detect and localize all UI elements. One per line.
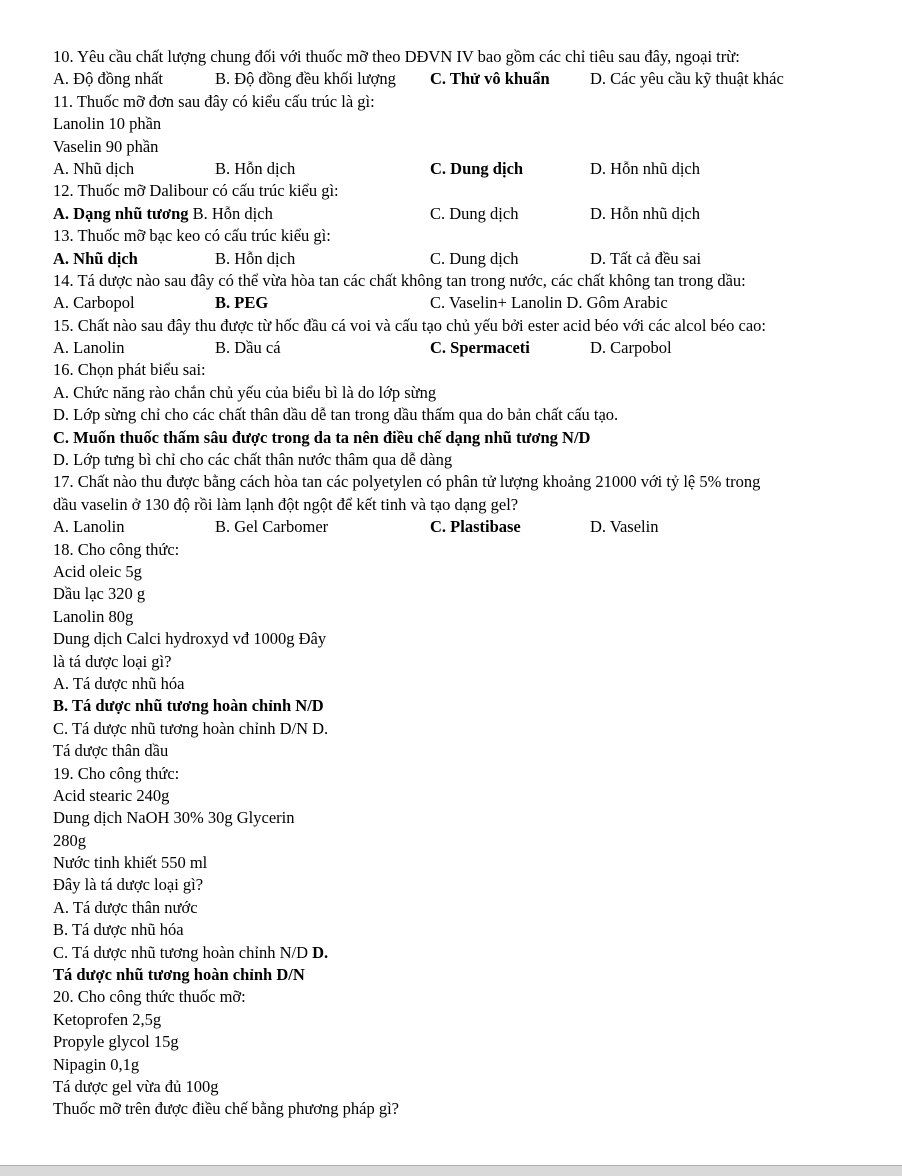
document-line xyxy=(53,382,884,404)
answer-options-row xyxy=(53,337,884,359)
text-segment: A. Carbopol xyxy=(53,293,135,313)
text-segment: A. Tá dược thân nước xyxy=(53,897,198,917)
document-line xyxy=(53,1076,884,1098)
text-segment: D. Hỗn nhũ dịch xyxy=(590,203,700,223)
answer-option xyxy=(590,248,701,270)
text-segment: Nước tinh khiết 550 ml xyxy=(53,853,208,873)
text-segment: 19. Cho công thức: xyxy=(53,763,180,783)
document-line xyxy=(53,852,884,874)
document-line xyxy=(53,1098,884,1120)
answer-option xyxy=(590,68,784,90)
document-line xyxy=(53,359,884,381)
answer-option xyxy=(430,292,668,314)
document-line xyxy=(53,1009,884,1031)
document-line xyxy=(53,830,884,852)
text-segment: A. Tá dược nhũ hóa xyxy=(53,673,185,693)
text-segment: 10. Yêu cầu chất lượng chung đối với thuốc mỡ theo DĐVN IV bao gồm các chỉ tiêu sau đây, ngoại trừ: xyxy=(53,47,740,66)
document-line xyxy=(53,404,884,426)
document-line xyxy=(53,718,884,740)
text-segment: D. Lớp tưng bì chỉ cho các chất thân nước thâm qua dễ dàng xyxy=(53,450,453,470)
text-segment: 16. Chọn phát biểu sai: xyxy=(53,360,206,380)
text-segment: B. Dầu cá xyxy=(215,338,281,358)
answer-text-bold: C. Dung dịch xyxy=(430,158,524,178)
text-segment: Tá dược thân dầu xyxy=(53,741,169,761)
document-line xyxy=(53,673,884,695)
answer-option xyxy=(215,516,328,538)
text-segment: C. Tá dược nhũ tương hoàn chỉnh D/N D. xyxy=(53,718,329,738)
answer-option xyxy=(215,158,295,180)
answer-text-bold: Tá dược nhũ tương hoàn chỉnh D/N xyxy=(53,965,305,985)
answer-option xyxy=(53,203,273,225)
document-line xyxy=(53,449,884,471)
document-line xyxy=(53,1054,884,1076)
document-line xyxy=(53,695,884,717)
text-segment: dầu vaselin ở 130 độ rồi làm lạnh đột ngột để kết tinh và tạo dạng gel? xyxy=(53,494,519,514)
answer-option xyxy=(590,337,672,359)
text-segment: 280g xyxy=(53,830,86,850)
text-segment: Nipagin 0,1g xyxy=(53,1054,140,1074)
text-segment: D. Carpobol xyxy=(590,338,672,358)
text-segment: 17. Chất nào thu được bằng cách hòa tan các polyetylen có phân tử lượng khoảng 21000 với tỷ lệ 5% trong xyxy=(53,472,761,492)
answer-option xyxy=(590,158,700,180)
answer-option xyxy=(430,158,523,180)
text-segment: Dung dịch Calci hydroxyd vđ 1000g Đây xyxy=(53,629,327,649)
text-segment: 20. Cho công thức thuốc mỡ: xyxy=(53,987,246,1007)
document-line xyxy=(53,91,884,113)
text-segment: A. Lanolin xyxy=(53,517,125,537)
text-segment: D. Các yêu cầu kỹ thuật khác xyxy=(590,69,784,89)
text-segment: D. Hỗn nhũ dịch xyxy=(590,158,700,178)
text-segment: Dung dịch NaOH 30% 30g Glycerin xyxy=(53,808,295,828)
document-line xyxy=(53,986,884,1008)
text-segment: Tá dược gel vừa đủ 100g xyxy=(53,1076,219,1096)
text-segment: C. Dung dịch xyxy=(430,248,519,268)
text-segment: Lanolin 10 phần xyxy=(53,114,162,134)
answer-option xyxy=(590,203,700,225)
text-segment: C. Vaselin+ Lanolin D. Gôm Arabic xyxy=(430,293,668,313)
document-line xyxy=(53,315,884,337)
answer-option xyxy=(430,516,521,538)
answer-text-bold: B. PEG xyxy=(215,293,269,313)
text-segment: 13. Thuốc mỡ bạc keo có cấu trúc kiểu gì: xyxy=(53,226,331,246)
document-line xyxy=(53,785,884,807)
text-segment: Vaselin 90 phần xyxy=(53,136,159,156)
document-content xyxy=(53,46,884,1121)
answer-text-bold: C. Thử vô khuẩn xyxy=(430,69,550,89)
document-line xyxy=(53,874,884,896)
text-segment: C. Tá dược nhũ tương hoàn chỉnh N/D xyxy=(53,942,313,962)
document-line xyxy=(53,427,884,449)
answer-option xyxy=(215,248,295,270)
document-line xyxy=(53,942,884,964)
answer-options-row xyxy=(53,516,884,538)
text-segment: Dầu lạc 320 g xyxy=(53,584,146,604)
document-line xyxy=(53,225,884,247)
answer-option xyxy=(430,337,530,359)
text-segment: A. Chức năng rào chắn chủ yếu của biểu bì là do lớp sừng xyxy=(53,382,437,402)
text-segment: 12. Thuốc mỡ Dalibour có cấu trúc kiểu gì: xyxy=(53,181,339,201)
answer-option xyxy=(430,203,518,225)
answer-options-row xyxy=(53,158,884,180)
document-line xyxy=(53,113,884,135)
text-segment: C. Dung dịch xyxy=(430,203,519,223)
text-segment: B. Độ đồng đều khối lượng xyxy=(215,69,396,89)
text-segment: A. Nhũ dịch xyxy=(53,158,135,178)
answer-options-row xyxy=(53,203,884,225)
text-segment: Thuốc mỡ trên được điều chế bằng phương pháp gì? xyxy=(53,1099,400,1119)
answer-text-bold: C. Spermaceti xyxy=(430,338,530,358)
answer-option xyxy=(53,248,138,270)
answer-text-bold: A. Dạng nhũ tương xyxy=(53,203,189,223)
document-line xyxy=(53,740,884,762)
document-line xyxy=(53,494,884,516)
text-segment: Acid stearic 240g xyxy=(53,785,170,805)
text-segment: D. Vaselin xyxy=(590,517,659,537)
answer-option xyxy=(215,337,281,359)
answer-text-bold: B. Tá dược nhũ tương hoàn chỉnh N/D xyxy=(53,696,324,716)
text-segment: Acid oleic 5g xyxy=(53,561,142,581)
document-line xyxy=(53,583,884,605)
document-line xyxy=(53,270,884,292)
document-line xyxy=(53,539,884,561)
answer-option xyxy=(590,516,658,538)
answer-option xyxy=(53,158,134,180)
document-line xyxy=(53,651,884,673)
answer-option xyxy=(53,68,163,90)
text-segment: B. Hỗn dịch xyxy=(188,203,273,223)
document-line xyxy=(53,471,884,493)
text-segment: 15. Chất nào sau đây thu được từ hốc đầu cá voi và cấu tạo chủ yếu bởi ester acid béo với các alcol béo cao: xyxy=(53,315,766,335)
text-segment: Lanolin 80g xyxy=(53,606,134,626)
text-segment: 11. Thuốc mỡ đơn sau đây có kiểu cấu trúc là gì: xyxy=(53,91,375,111)
document-line xyxy=(53,561,884,583)
text-segment: B. Tá dược nhũ hóa xyxy=(53,920,184,940)
answer-option xyxy=(430,68,550,90)
answer-option xyxy=(215,292,268,314)
answer-text-bold: A. Nhũ dịch xyxy=(53,248,138,268)
text-segment: D. Lớp sừng chỉ cho các chất thân dầu dễ tan trong dầu thấm qua do bản chất cấu tạo. xyxy=(53,405,619,425)
answer-option xyxy=(53,337,125,359)
document-line xyxy=(53,1031,884,1053)
answer-option xyxy=(430,248,518,270)
document-line xyxy=(53,763,884,785)
text-segment: A. Độ đồng nhất xyxy=(53,69,163,89)
text-segment: Ketoprofen 2,5g xyxy=(53,1009,162,1029)
text-segment: A. Lanolin xyxy=(53,338,125,358)
answer-option xyxy=(53,516,125,538)
answer-options-row xyxy=(53,248,884,270)
text-segment: Đây là tá dược loại gì? xyxy=(53,875,204,895)
document-line xyxy=(53,919,884,941)
answer-text-bold: D. xyxy=(312,942,329,962)
answer-options-row xyxy=(53,292,884,314)
document-line xyxy=(53,136,884,158)
document-line xyxy=(53,807,884,829)
text-segment: Propyle glycol 15g xyxy=(53,1032,179,1052)
document-line xyxy=(53,964,884,986)
answer-option xyxy=(215,68,396,90)
text-segment: là tá dược loại gì? xyxy=(53,651,172,671)
answer-options-row xyxy=(53,68,884,90)
answer-text-bold: C. Plastibase xyxy=(430,517,521,537)
text-segment: 14. Tá dược nào sau đây có thể vừa hòa tan các chất không tan trong nước, các chất không tan trong dầu: xyxy=(53,270,746,290)
text-segment: B. Hỗn dịch xyxy=(215,158,296,178)
text-segment: 18. Cho công thức: xyxy=(53,539,180,559)
document-line xyxy=(53,628,884,650)
document-line xyxy=(53,46,884,68)
text-segment: D. Tất cả đều sai xyxy=(590,248,702,268)
text-segment: B. Hỗn dịch xyxy=(215,248,296,268)
horizontal-scrollbar-track[interactable] xyxy=(0,1165,902,1176)
text-segment: B. Gel Carbomer xyxy=(215,517,329,537)
answer-text-bold: C. Muốn thuốc thấm sâu được trong da ta nên điều chế dạng nhũ tương N/D xyxy=(53,427,591,447)
document-line xyxy=(53,606,884,628)
document-line xyxy=(53,897,884,919)
document-line xyxy=(53,180,884,202)
answer-option xyxy=(53,292,135,314)
